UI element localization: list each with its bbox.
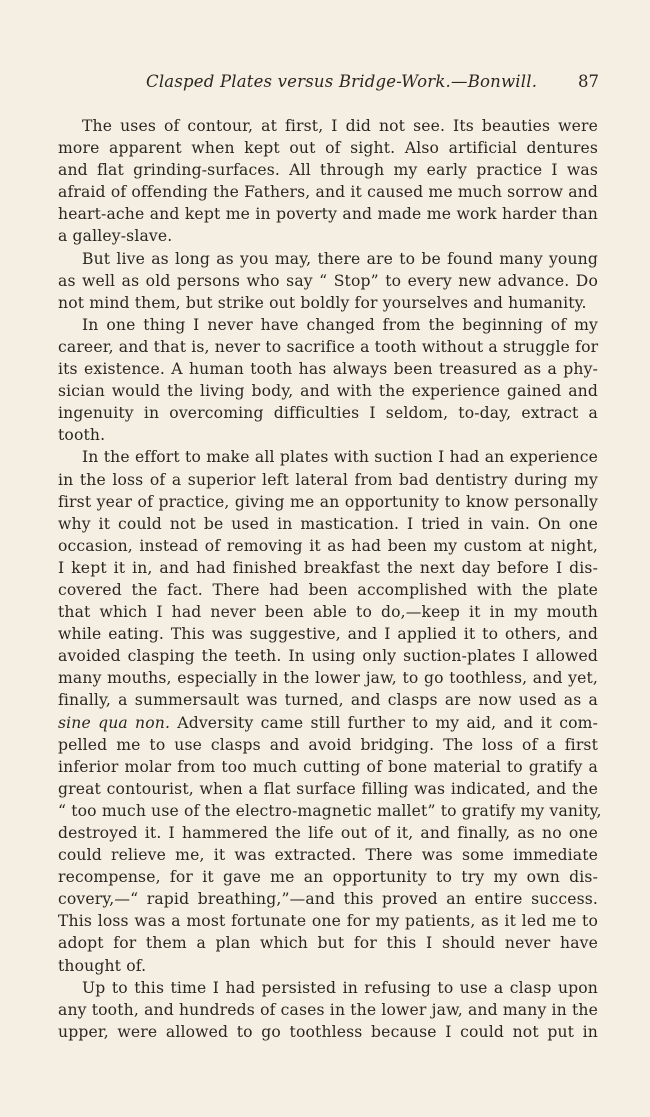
text-line: avoided clasping the teeth. In using only suction-plates I allowed <box>58 647 598 666</box>
text-line <box>58 712 598 734</box>
text-line: covered the fact. There had been accomplished with the plate <box>58 580 598 599</box>
text-line: while eating. This was suggestive, and I applied it to others, and <box>58 625 598 644</box>
text-line: tooth. <box>58 426 106 445</box>
text-line: But live as long as you may, there are to be found many young <box>82 249 598 268</box>
text-line: more apparent when kept out of sight. Also artificial dentures <box>58 139 598 158</box>
text-line: and flat grinding-surfaces. All through my early practice I was <box>58 161 598 180</box>
paragraph <box>58 977 598 1043</box>
text-line: its existence. A human tooth has always been treasured as a phy- <box>58 360 598 379</box>
text-line: The uses of contour, at first, I did not see. Its beauties were <box>82 117 598 135</box>
text-line: pelled me to use clasps and avoid bridging. The loss of a first <box>58 735 598 754</box>
text-line: In one thing I never have changed from the beginning of my <box>82 315 598 334</box>
page-number: 87 <box>578 72 599 91</box>
text-line: not mind them, but strike out boldly for yourselves and humanity. <box>58 293 587 312</box>
body-text <box>58 115 602 1043</box>
text-line: inferior molar from too much cutting of bone material to gratify a <box>58 757 598 776</box>
text-line: adopt for them a plan which but for this I should never have <box>58 934 598 953</box>
paragraph <box>58 248 598 314</box>
text-line: heart-ache and kept me in poverty and made me work harder than <box>58 205 598 224</box>
text-line: occasion, instead of removing it as had been my custom at night, <box>58 536 598 555</box>
text-line: great contourist, when a flat surface filling was indicated, and the <box>58 779 598 798</box>
text-line: ingenuity in overcoming difficulties I seldom, to-day, extract a <box>58 404 598 423</box>
text-line: thought of. <box>58 956 147 975</box>
text-line: finally, a summersault was turned, and clasps are now used as a <box>58 691 598 710</box>
text-line: This loss was a most fortunate one for my patients, as it led me to <box>58 912 598 931</box>
text-line: in the loss of a superior left lateral from bad dentistry during my <box>58 470 598 489</box>
text-line: covery,—“ rapid breathing,”—and this proved an entire success. <box>58 890 598 909</box>
text-line: first year of practice, giving me an opportunity to know personally <box>58 492 598 511</box>
text-line: In the effort to make all plates with suction I had an experience <box>82 448 598 467</box>
text-line: as well as old persons who say “ Stop” to every new advance. Do <box>58 271 598 290</box>
running-title: Clasped Plates versus Bridge-Work.—Bonwill. <box>146 72 538 91</box>
text-line: a galley-slave. <box>58 227 173 246</box>
paragraph <box>58 115 598 248</box>
text-line: career, and that is, never to sacrifice a tooth without a struggle for <box>58 337 599 356</box>
text-line: Up to this time I had persisted in refusing to use a clasp upon <box>82 978 598 997</box>
text-line: I kept it in, and had finished breakfast the next day before I dis- <box>58 558 598 577</box>
text-line: any tooth, and hundreds of cases in the lower jaw, and many in the <box>58 1000 598 1019</box>
text-line: afraid of offending the Fathers, and it caused me much sorrow and <box>58 183 598 202</box>
text-line: “ too much use of the electro-magnetic mallet” to gratify my vanity, <box>58 801 602 820</box>
page-header <box>0 72 650 96</box>
text-line: destroyed it. I hammered the life out of it, and finally, as no one <box>58 824 598 842</box>
text-line: many mouths, especially in the lower jaw, to go toothless, and yet, <box>58 669 598 688</box>
text-line: sician would the living body, and with the experience gained and <box>58 382 598 401</box>
italic-phrase: sine qua non. <box>58 713 171 732</box>
text-line: upper, were allowed to go toothless because I could not put in <box>58 1022 598 1041</box>
text-fragment: Adversity came still further to my aid, and it com- <box>170 713 598 732</box>
paragraph <box>58 314 598 447</box>
text-line: why it could not be used in mastication. I tried in vain. On one <box>58 514 598 533</box>
text-line: recompense, for it gave me an opportunity to try my own dis- <box>58 868 598 887</box>
text-line: could relieve me, it was extracted. There was some immediate <box>58 846 598 865</box>
text-line: that which I had never been able to do,—keep it in my mouth <box>58 603 598 622</box>
paragraph <box>58 446 602 976</box>
